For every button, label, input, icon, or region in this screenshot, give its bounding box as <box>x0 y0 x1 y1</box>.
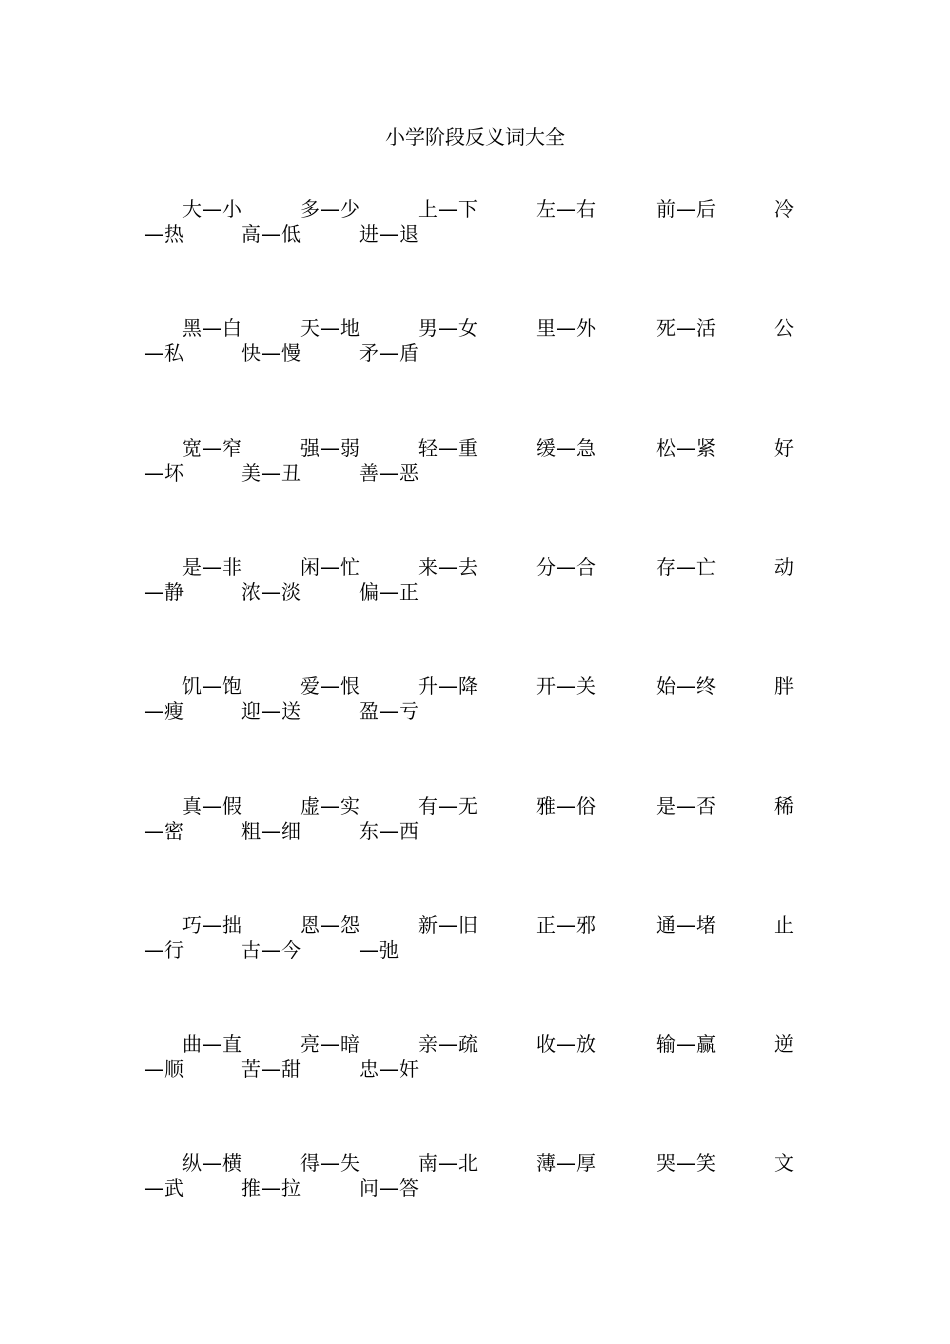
antonym-pair: 轻—重 <box>418 435 478 460</box>
antonym-pair: 胖 <box>774 674 794 699</box>
antonym-pair: 左—右 <box>536 197 596 221</box>
antonym-pair: 收—放 <box>536 1032 596 1057</box>
antonym-pair: 真—假 <box>182 793 242 818</box>
antonym-pair: 善—恶 <box>359 460 419 485</box>
antonym-pair: 好 <box>774 435 794 460</box>
antonym-pair: 哭—笑 <box>656 1151 716 1176</box>
antonym-pair: 止 <box>774 912 794 937</box>
antonym-pair: 忠—奸 <box>359 1057 419 1082</box>
antonym-pair: 曲—直 <box>182 1032 242 1057</box>
antonym-pair: 亮—暗 <box>300 1032 360 1057</box>
antonym-pair: 分—合 <box>536 554 596 579</box>
antonym-pair: 虚—实 <box>300 793 360 818</box>
antonym-pair: —私 <box>144 341 184 366</box>
antonym-group <box>144 436 804 490</box>
antonym-pair: 缓—急 <box>536 435 596 460</box>
antonym-pair: 东—西 <box>359 818 419 843</box>
antonym-pair: 苦—甜 <box>241 1057 301 1082</box>
antonym-pair: 迎—送 <box>241 699 301 724</box>
antonym-pair: 亲—疏 <box>418 1032 478 1057</box>
antonym-pair: 饥—饱 <box>182 674 242 699</box>
antonym-group <box>144 913 804 967</box>
antonym-pair: 天—地 <box>300 316 360 341</box>
antonym-pair: 雅—俗 <box>536 793 596 818</box>
antonym-pair: 冷 <box>774 197 794 221</box>
antonym-pair: 是—非 <box>182 554 242 579</box>
antonym-pair: 逆 <box>774 1032 794 1057</box>
antonym-pair: 薄—厚 <box>536 1151 596 1176</box>
antonym-pair: —热 <box>144 222 184 246</box>
antonym-pair: 矛—盾 <box>359 341 419 366</box>
antonym-pair: —弛 <box>359 937 399 962</box>
antonym-pair: 上—下 <box>418 197 478 221</box>
antonym-group <box>144 794 804 848</box>
antonym-pair: 大—小 <box>182 197 242 221</box>
antonym-pair: —顺 <box>144 1057 184 1082</box>
antonym-pair: 松—紧 <box>656 435 716 460</box>
antonym-pair: —行 <box>144 937 184 962</box>
antonym-pair: 文 <box>774 1151 794 1176</box>
antonym-pair: 闲—忙 <box>300 554 360 579</box>
antonym-pair: 宽—窄 <box>182 435 242 460</box>
antonym-pair: 新—旧 <box>418 912 478 937</box>
antonym-pair: 始—终 <box>656 674 716 699</box>
antonym-group <box>144 1151 804 1205</box>
antonym-pair: 推—拉 <box>241 1176 301 1201</box>
antonym-pair: 有—无 <box>418 793 478 818</box>
antonym-pair: 巧—拙 <box>182 912 242 937</box>
antonym-pair: 开—关 <box>536 674 596 699</box>
antonym-pair: 浓—淡 <box>241 579 301 604</box>
antonym-pair: 升—降 <box>418 674 478 699</box>
antonym-pair: 爱—恨 <box>300 674 360 699</box>
antonym-pair: 快—慢 <box>241 341 301 366</box>
antonym-pair: 南—北 <box>418 1151 478 1176</box>
antonym-pair: 多—少 <box>300 197 360 221</box>
antonym-pair: 前—后 <box>656 197 716 221</box>
antonym-pair: 正—邪 <box>536 912 596 937</box>
antonym-pair: 得—失 <box>300 1151 360 1176</box>
antonym-group <box>144 1032 804 1086</box>
antonym-pair: 黑—白 <box>182 316 242 341</box>
antonym-pair: —坏 <box>144 460 184 485</box>
document-title: 小学阶段反义词大全 <box>385 125 565 149</box>
antonym-pair: —武 <box>144 1176 184 1201</box>
antonym-pair: 里—外 <box>536 316 596 341</box>
antonym-pair: 古—今 <box>241 937 301 962</box>
antonym-pair: 进—退 <box>359 222 419 246</box>
antonym-pair: 男—女 <box>418 316 478 341</box>
antonym-pair: 高—低 <box>241 222 301 246</box>
antonym-pair: 稀 <box>774 793 794 818</box>
antonym-group <box>144 197 804 251</box>
antonym-pair: 死—活 <box>656 316 716 341</box>
antonym-pair: 纵—横 <box>182 1151 242 1176</box>
antonym-group <box>144 316 804 370</box>
antonym-pair: 偏—正 <box>359 579 419 604</box>
antonym-pair: 恩—怨 <box>300 912 360 937</box>
antonym-pair: —静 <box>144 579 184 604</box>
antonym-pair: 公 <box>774 316 794 341</box>
antonym-pair: 存—亡 <box>656 554 716 579</box>
antonym-pair: 粗—细 <box>241 818 301 843</box>
antonym-group <box>144 555 804 609</box>
antonym-group <box>144 674 804 728</box>
antonym-pair: —密 <box>144 818 184 843</box>
antonym-pair: 美—丑 <box>241 460 301 485</box>
antonym-pair: 盈—亏 <box>359 699 419 724</box>
antonym-pair: 是—否 <box>656 793 716 818</box>
antonym-pair: 动 <box>774 554 794 579</box>
antonym-pair: —瘦 <box>144 699 184 724</box>
antonym-pair: 通—堵 <box>656 912 716 937</box>
antonym-pair: 强—弱 <box>300 435 360 460</box>
antonym-pair: 来—去 <box>418 554 478 579</box>
antonym-pair: 输—赢 <box>656 1032 716 1057</box>
antonym-pair: 问—答 <box>359 1176 419 1201</box>
